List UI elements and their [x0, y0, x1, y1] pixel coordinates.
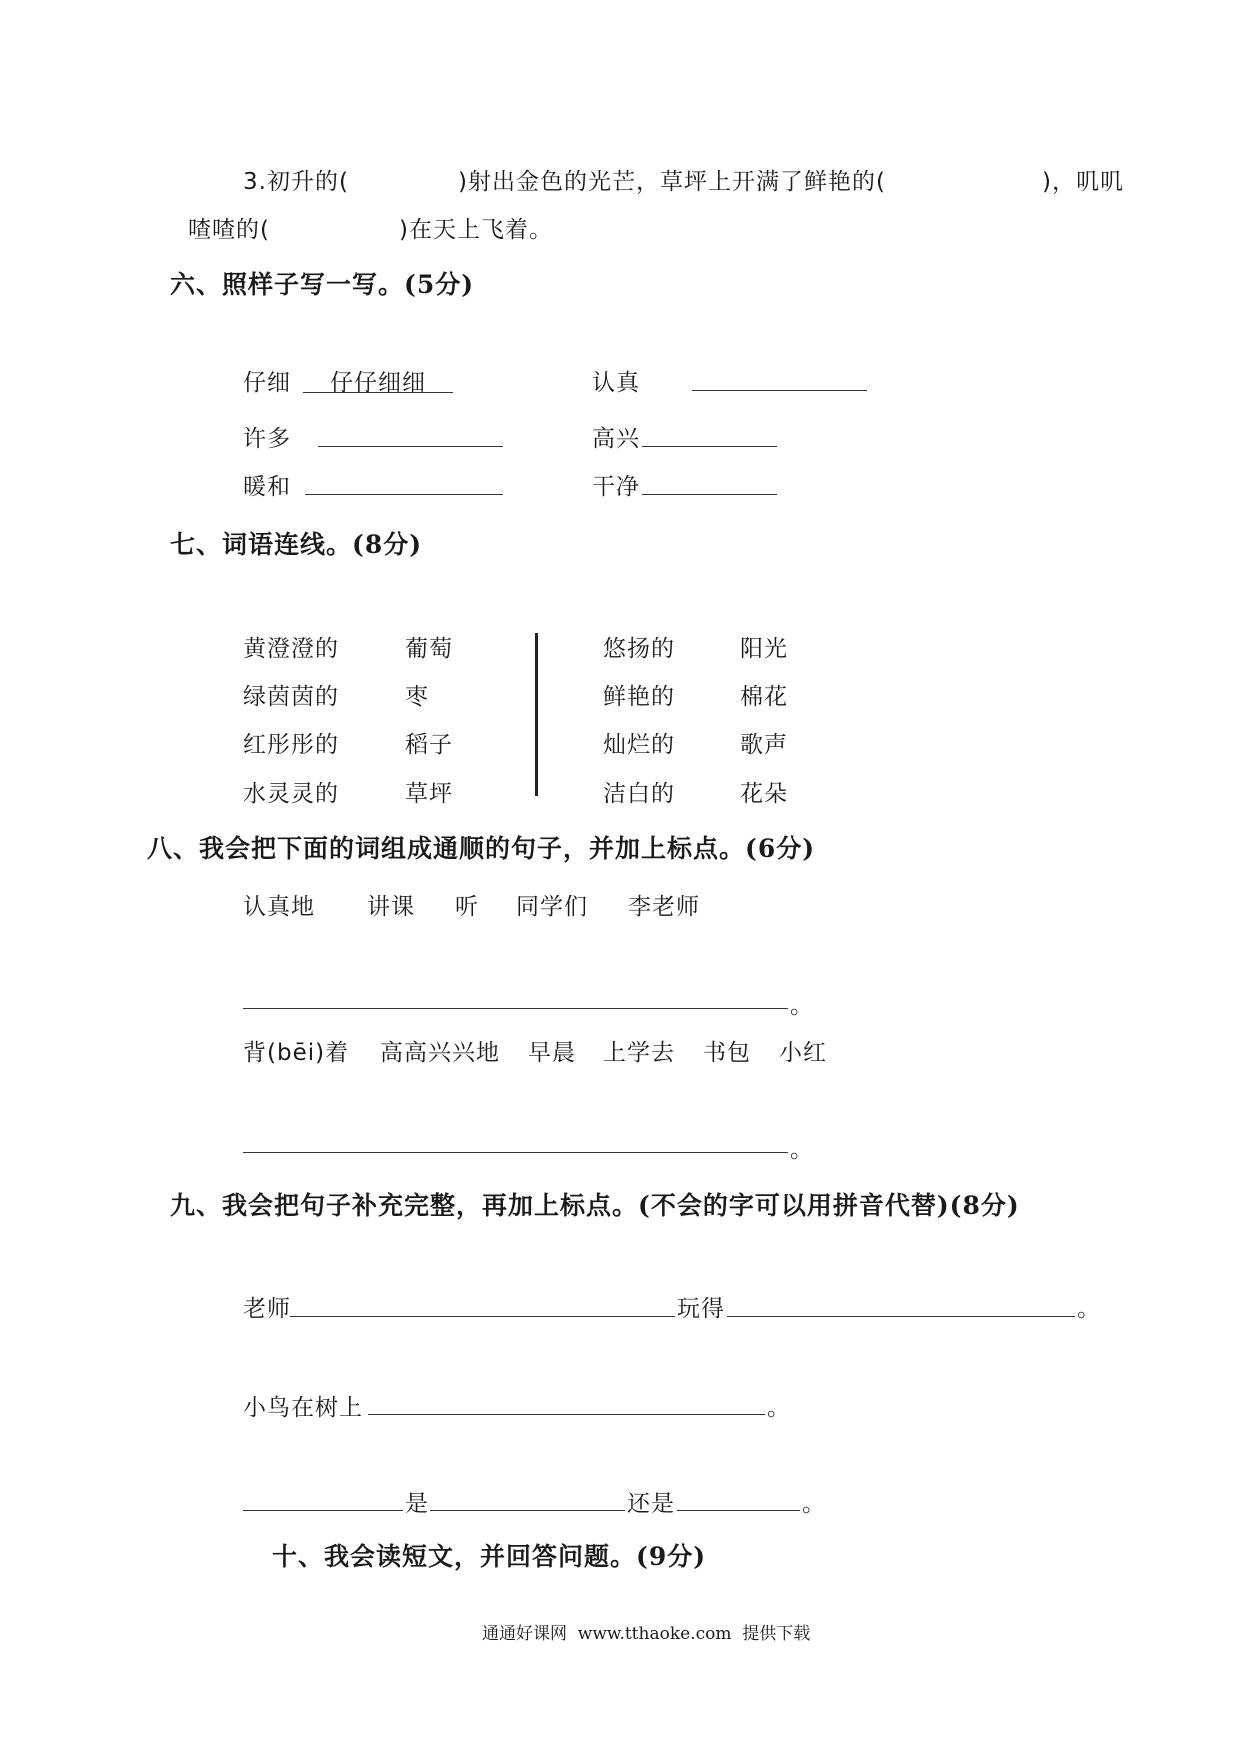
answer-blank-4[interactable] [305, 494, 503, 495]
s1-blank-1[interactable] [290, 1316, 675, 1317]
left-noun-2[interactable]: 枣 [405, 684, 429, 710]
sentence-blank-1[interactable] [243, 1008, 788, 1009]
left-noun-1[interactable]: 葡萄 [405, 636, 453, 662]
s1-blank-2[interactable] [727, 1316, 1075, 1317]
word-item-5: 干净 [592, 474, 640, 500]
left-adj-2[interactable]: 绿茵茵的 [243, 684, 339, 710]
s2-period: 。 [767, 1395, 791, 1421]
right-noun-1[interactable]: 阳光 [740, 636, 788, 662]
right-noun-3[interactable]: 歌声 [740, 732, 788, 758]
q3-part5: )在天上飞着。 [399, 217, 553, 243]
right-noun-2[interactable]: 棉花 [740, 684, 788, 710]
right-adj-4[interactable]: 洁白的 [603, 781, 675, 807]
footer-text: 通通好课网 www.tthaoke.com 提供下载 [482, 1624, 811, 1644]
q3-part4: 喳喳的( [188, 217, 270, 243]
s1-prefix: 老师 [243, 1296, 291, 1322]
right-adj-3[interactable]: 灿烂的 [603, 732, 675, 758]
q3-part2: )射出金色的光芒，草坪上开满了鲜艳的( [458, 169, 886, 195]
s1-middle: 玩得 [677, 1296, 725, 1322]
group2-word-2: 高高兴兴地 [380, 1040, 500, 1066]
s3-haishi: 还是 [627, 1491, 675, 1517]
section9-heading: 九、我会把句子补充完整，再加上标点。(不会的字可以用拼音代替)(8分) [170, 1191, 1020, 1220]
word-item-3: 高兴 [592, 426, 640, 452]
group2-word-6: 小红 [779, 1040, 827, 1066]
sentence-period-1: 。 [790, 993, 814, 1019]
word-item-2: 许多 [243, 426, 291, 452]
example-word: 仔细 [243, 370, 291, 396]
word-item-4: 暖和 [243, 474, 291, 500]
left-adj-1[interactable]: 黄澄澄的 [243, 636, 339, 662]
example-answer: 仔仔细细 [330, 370, 426, 396]
left-noun-3[interactable]: 稻子 [405, 732, 453, 758]
s1-period: 。 [1077, 1296, 1101, 1322]
section7-heading: 七、词语连线。(8分) [170, 530, 423, 559]
s3-blank-1[interactable] [243, 1510, 403, 1511]
group1-word-1: 认真地 [243, 894, 315, 920]
sentence-period-2: 。 [790, 1137, 814, 1163]
q3-part3: )，叽叽 [1042, 169, 1124, 195]
example-answer-underline [303, 392, 453, 393]
s3-blank-3[interactable] [677, 1510, 800, 1511]
answer-blank-3[interactable] [642, 446, 777, 447]
group2-word-4: 上学去 [603, 1040, 675, 1066]
q3-part1: 3.初升的( [243, 169, 349, 195]
right-adj-2[interactable]: 鲜艳的 [603, 684, 675, 710]
left-adj-3[interactable]: 红彤彤的 [243, 732, 339, 758]
group2-word-1: 背(bēi)着 [243, 1040, 350, 1066]
group2-word-3: 早晨 [528, 1040, 576, 1066]
answer-blank-2[interactable] [318, 446, 503, 447]
group1-word-4: 同学们 [516, 894, 588, 920]
sentence-blank-2[interactable] [243, 1152, 788, 1153]
answer-blank-1[interactable] [692, 390, 867, 391]
s2-blank[interactable] [368, 1414, 765, 1415]
group2-word-5: 书包 [703, 1040, 751, 1066]
group1-word-5: 李老师 [628, 894, 700, 920]
right-adj-1[interactable]: 悠扬的 [603, 636, 675, 662]
column-divider [535, 633, 538, 796]
answer-blank-5[interactable] [642, 494, 777, 495]
left-adj-4[interactable]: 水灵灵的 [243, 781, 339, 807]
section6-heading: 六、照样子写一写。(5分) [170, 270, 475, 299]
section10-heading: 十、我会读短文，并回答问题。(9分) [272, 1542, 707, 1571]
s2-prefix: 小鸟在树上 [243, 1395, 363, 1421]
s3-period: 。 [802, 1491, 826, 1517]
left-noun-4[interactable]: 草坪 [405, 781, 453, 807]
group1-word-3: 听 [455, 894, 479, 920]
s3-blank-2[interactable] [430, 1510, 625, 1511]
right-noun-4[interactable]: 花朵 [740, 781, 788, 807]
section8-heading: 八、我会把下面的词组成通顺的句子，并加上标点。(6分) [147, 834, 816, 863]
s3-shi: 是 [405, 1491, 429, 1517]
group1-word-2: 讲课 [367, 894, 415, 920]
word-item-1: 认真 [592, 370, 640, 396]
